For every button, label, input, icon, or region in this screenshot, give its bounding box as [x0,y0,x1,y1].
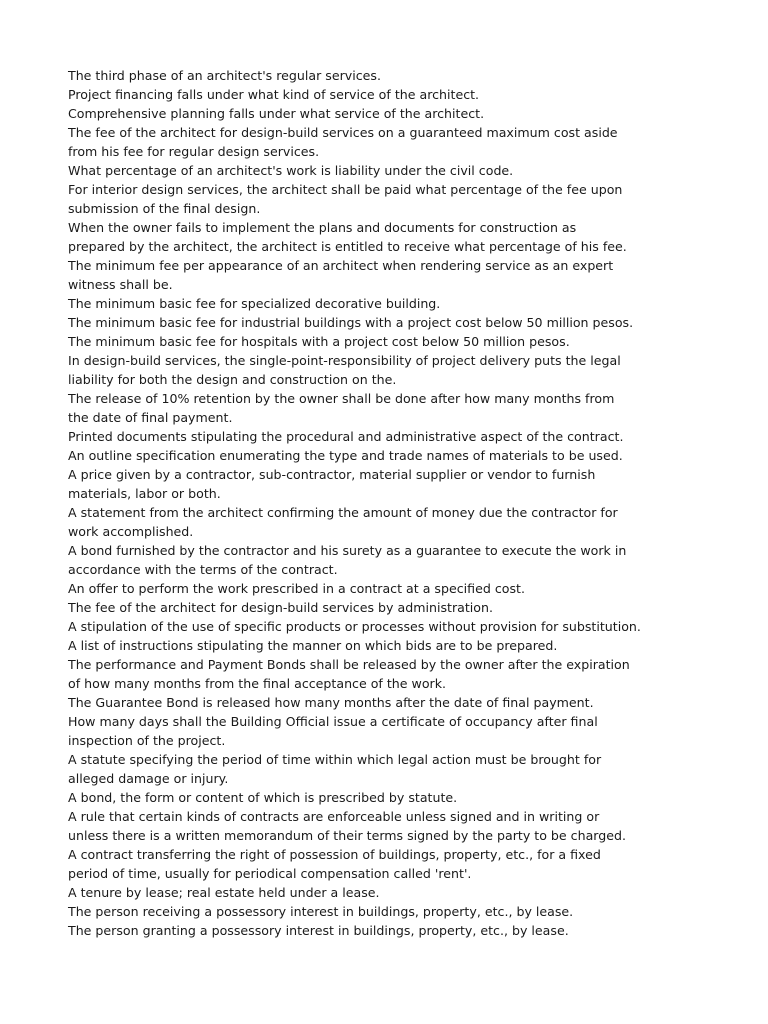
text-line: A tenure by lease; real estate held under a lease. [68,885,380,900]
text-line: inspection of the project. [68,733,226,748]
text-line: The fee of the architect for design-build services by administration. [68,600,493,615]
text-line: A bond furnished by the contractor and his surety as a guarantee to execute the work in [68,543,627,558]
text-line: the date of final payment. [68,410,233,425]
text-line: A bond, the form or content of which is prescribed by statute. [68,790,458,805]
text-line: witness shall be. [68,277,173,292]
text-line: unless there is a written memorandum of their terms signed by the party to be charged. [68,828,626,843]
text-line: prepared by the architect, the architect is entitled to receive what percentage of his fee. [68,239,627,254]
text-line: How many days shall the Building Official issue a certificate of occupancy after final [68,714,598,729]
text-line: The release of 10% retention by the owner shall be done after how many months from [68,391,615,406]
text-line: Project financing falls under what kind of service of the architect. [68,87,480,102]
text-line: The performance and Payment Bonds shall be released by the owner after the expiration [68,657,630,672]
text-line: A list of instructions stipulating the manner on which bids are to be prepared. [68,638,558,653]
text-line: Comprehensive planning falls under what service of the architect. [68,106,485,121]
text-line: of how many months from the final acceptance of the work. [68,676,447,691]
text-line: A stipulation of the use of specific products or processes without provision for substitution. [68,619,641,634]
text-line: period of time, usually for periodical compensation called 'rent'. [68,866,472,881]
text-line: A price given by a contractor, sub-contractor, material supplier or vendor to furnish [68,467,596,482]
text-line: The Guarantee Bond is released how many months after the date of final payment. [68,695,594,710]
text-line: The person granting a possessory interest in buildings, property, etc., by lease. [68,923,569,938]
text-line: accordance with the terms of the contract. [68,562,338,577]
text-line: Printed documents stipulating the procedural and administrative aspect of the contract. [68,429,624,444]
text-line: A statement from the architect confirming the amount of money due the contractor for [68,505,618,520]
text-line: When the owner fails to implement the plans and documents for construction as [68,220,577,235]
text-line: from his fee for regular design services. [68,144,320,159]
text-line: The minimum basic fee for industrial buildings with a project cost below 50 million pesos. [68,315,634,330]
text-line: The person receiving a possessory interest in buildings, property, etc., by lease. [68,904,574,919]
text-line: What percentage of an architect's work is liability under the civil code. [68,163,514,178]
text-line: In design-build services, the single-point-responsibility of project delivery puts the legal [68,353,621,368]
text-line: alleged damage or injury. [68,771,229,786]
question-list [68,66,668,940]
text-line: An outline specification enumerating the type and trade names of materials to be used. [68,448,623,463]
text-line: materials, labor or both. [68,486,221,501]
text-line: An offer to perform the work prescribed in a contract at a specified cost. [68,581,525,596]
text-line: A statute specifying the period of time within which legal action must be brought for [68,752,602,767]
text-line: submission of the final design. [68,201,261,216]
text-line: A contract transferring the right of possession of buildings, property, etc., for a fixed [68,847,601,862]
text-line: The minimum basic fee for hospitals with a project cost below 50 million pesos. [68,334,570,349]
text-line: The fee of the architect for design-build services on a guaranteed maximum cost aside [68,125,618,140]
text-line: work accomplished. [68,524,194,539]
text-line: The minimum fee per appearance of an architect when rendering service as an expert [68,258,614,273]
text-line: The third phase of an architect's regular services. [68,68,381,83]
text-line: For interior design services, the architect shall be paid what percentage of the fee upon [68,182,623,197]
text-line: A rule that certain kinds of contracts are enforceable unless signed and in writing or [68,809,600,824]
text-line: liability for both the design and construction on the. [68,372,397,387]
text-line: The minimum basic fee for specialized decorative building. [68,296,441,311]
